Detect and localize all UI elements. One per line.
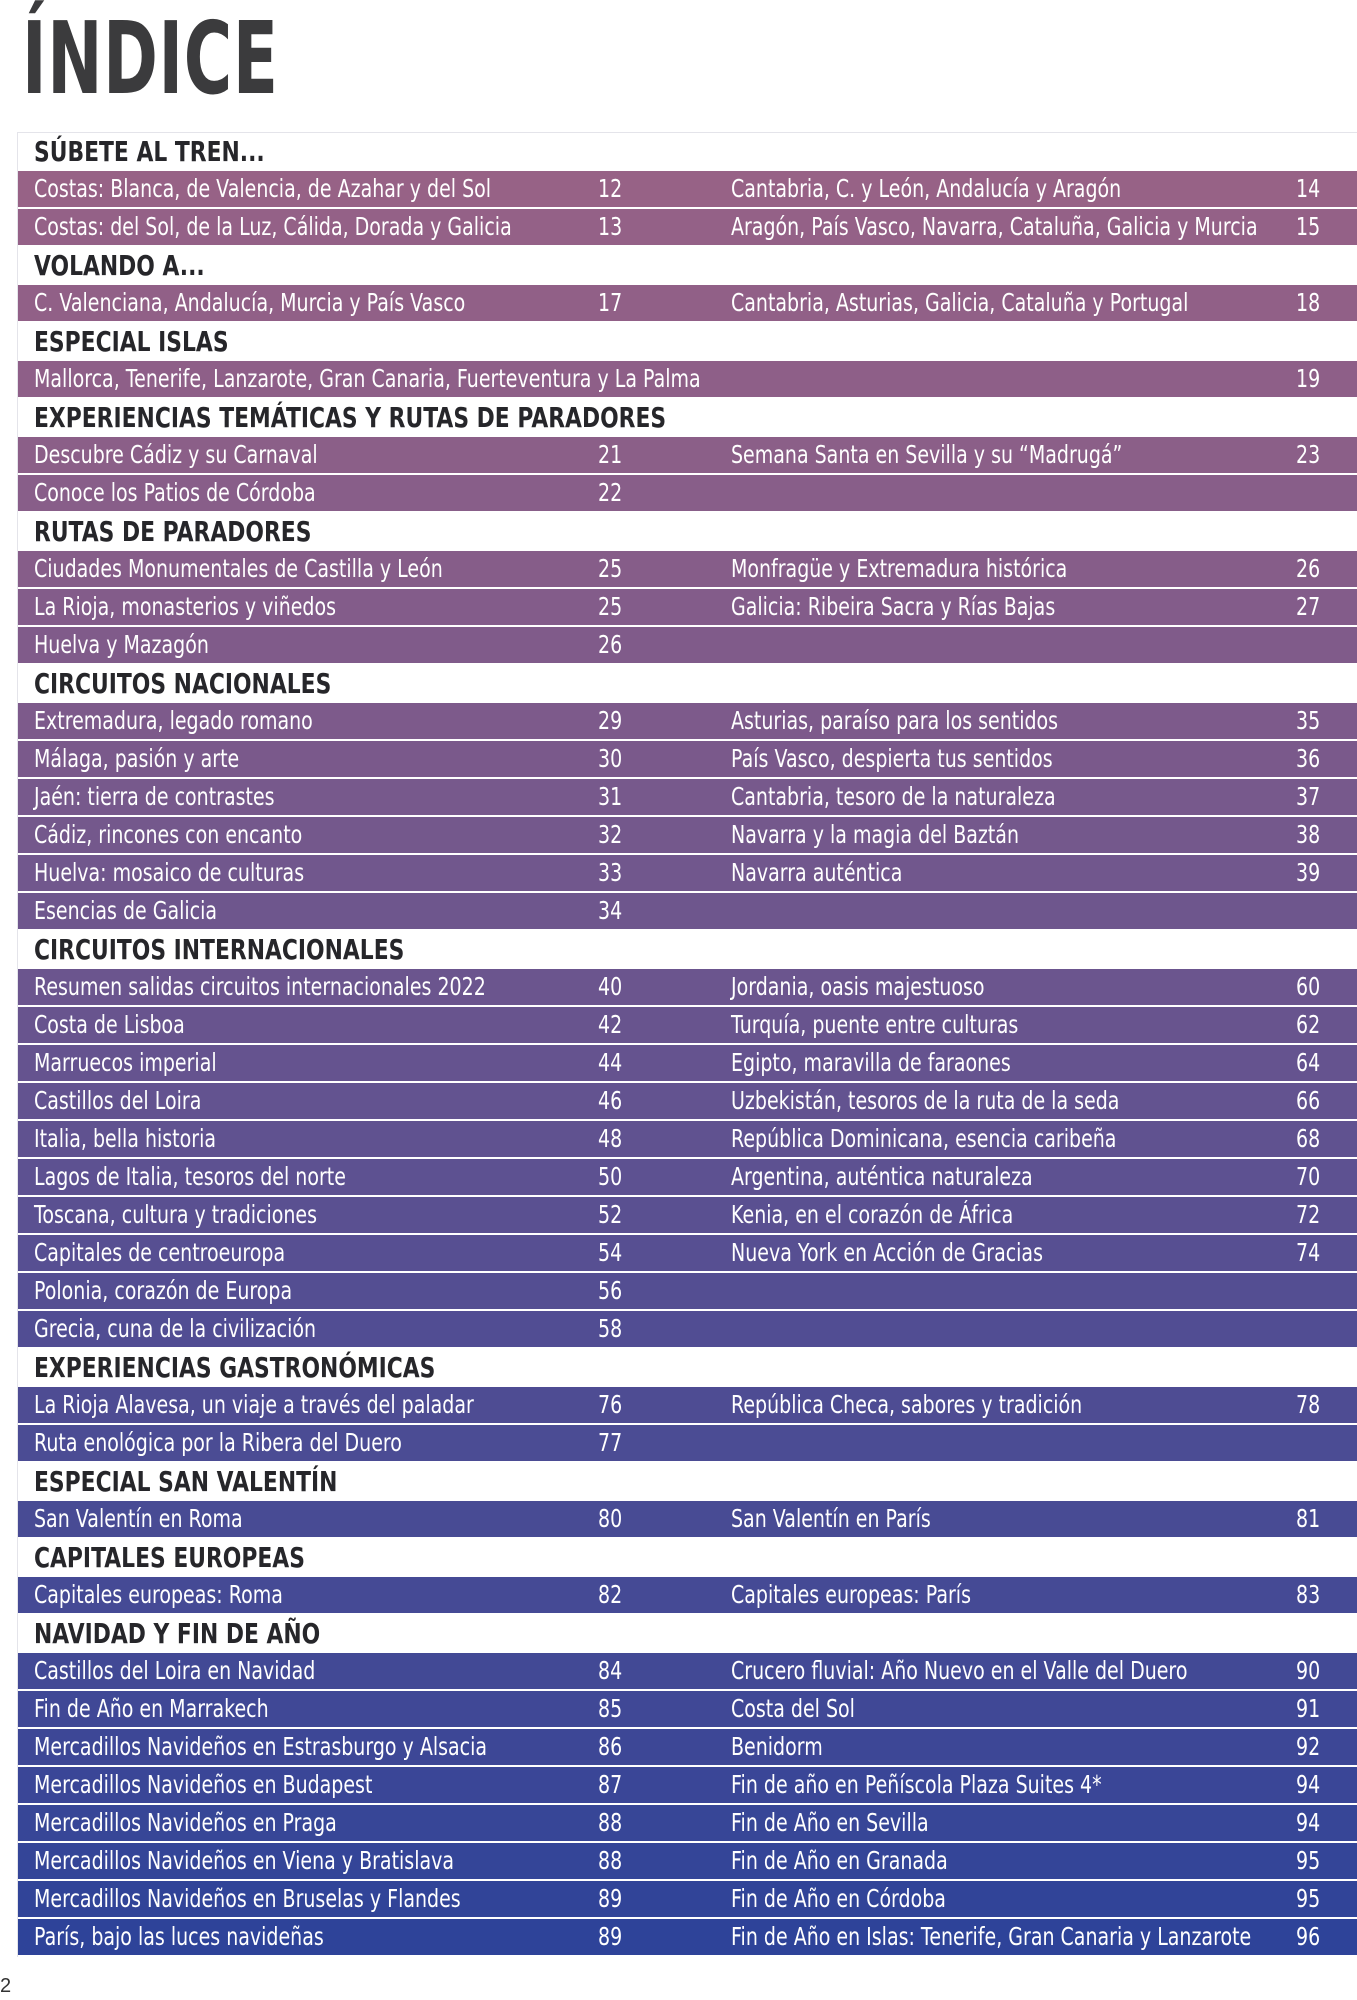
toc-entry-page: 37 — [1296, 782, 1321, 811]
toc-entry-title: Capitales de centroeuropa — [34, 1238, 286, 1267]
section-heading-text: CIRCUITOS INTERNACIONALES — [34, 933, 405, 966]
toc-entry-title: Cantabria, tesoro de la naturaleza — [731, 782, 1056, 811]
toc-entry-page: 95 — [1296, 1884, 1321, 1913]
toc-entry-page: 56 — [598, 1276, 623, 1305]
toc-entry-page: 94 — [1296, 1770, 1321, 1799]
toc-entry-title: Descubre Cádiz y su Carnaval — [34, 440, 318, 469]
toc-entry-page: 66 — [1296, 1086, 1321, 1115]
toc-entry-page: 34 — [598, 896, 623, 925]
toc-row — [18, 437, 1357, 475]
toc-entry-title: Resumen salidas circuitos internacionales 2022 — [34, 972, 486, 1001]
toc-entry-title: La Rioja, monasterios y viñedos — [34, 592, 337, 621]
toc-entry-page: 14 — [1296, 174, 1321, 203]
toc-row — [18, 1767, 1357, 1805]
toc-entry-title: Costa de Lisboa — [34, 1010, 185, 1039]
toc-entry-title: Mercadillos Navideños en Praga — [34, 1808, 337, 1837]
toc-row — [18, 1501, 1357, 1539]
toc-entry-page: 25 — [598, 554, 623, 583]
toc-row — [18, 779, 1357, 817]
page-number: 2 — [0, 1975, 12, 1997]
toc-entry-page: 60 — [1296, 972, 1321, 1001]
toc-entry-title: Fin de Año en Granada — [731, 1846, 948, 1875]
toc-entry-title: Costa del Sol — [731, 1694, 855, 1723]
section-heading — [18, 1539, 1357, 1577]
toc-entry-title: Fin de Año en Marrakech — [34, 1694, 269, 1723]
section-heading-text: CAPITALES EUROPEAS — [34, 1541, 305, 1574]
toc-entry-page: 85 — [598, 1694, 623, 1723]
toc-entry-title: La Rioja Alavesa, un viaje a través del paladar — [34, 1390, 474, 1419]
toc-row — [18, 741, 1357, 779]
toc-entry-title: Fin de Año en Islas: Tenerife, Gran Canaria y Lanzarote — [731, 1922, 1252, 1951]
toc-entry-page: 89 — [598, 1922, 623, 1951]
toc-entry-page: 13 — [598, 212, 623, 241]
toc-row — [18, 1387, 1357, 1425]
toc-entry-page: 18 — [1296, 288, 1321, 317]
toc-row — [18, 1919, 1357, 1957]
toc-row — [18, 1729, 1357, 1767]
toc-entry-title: Esencias de Galicia — [34, 896, 218, 925]
toc-row — [18, 1805, 1357, 1843]
section-heading-text: RUTAS DE PARADORES — [34, 515, 312, 548]
toc-row — [18, 1083, 1357, 1121]
toc-entry-title: Cantabria, Asturias, Galicia, Cataluña y Portugal — [731, 288, 1189, 317]
toc-entry-page: 94 — [1296, 1808, 1321, 1837]
toc-entry-page: 88 — [598, 1808, 623, 1837]
section-heading-text: ESPECIAL SAN VALENTÍN — [34, 1465, 338, 1498]
toc-entry-title: Grecia, cuna de la civilización — [34, 1314, 317, 1343]
toc-entry-page: 48 — [598, 1124, 623, 1153]
toc-entry-title: Jordania, oasis majestuoso — [731, 972, 985, 1001]
toc-row — [18, 589, 1357, 627]
toc-entry-title: República Dominicana, esencia caribeña — [731, 1124, 1117, 1153]
toc-row — [18, 1653, 1357, 1691]
section-heading-text: VOLANDO A... — [34, 249, 205, 282]
toc-entry-title: Monfragüe y Extremadura histórica — [731, 554, 1068, 583]
toc-entry-title: Mercadillos Navideños en Estrasburgo y Alsacia — [34, 1732, 488, 1761]
toc-entry-title: París, bajo las luces navideñas — [34, 1922, 324, 1951]
section-heading — [18, 133, 1357, 171]
toc-entry-page: 42 — [598, 1010, 623, 1039]
toc-row — [18, 1881, 1357, 1919]
toc-entry-page: 46 — [598, 1086, 623, 1115]
toc-entry-title: Cádiz, rincones con encanto — [34, 820, 303, 849]
section-heading — [18, 1615, 1357, 1653]
toc-entry-page: 52 — [598, 1200, 623, 1229]
toc-entry-page: 68 — [1296, 1124, 1321, 1153]
toc-entry-title: Nueva York en Acción de Gracias — [731, 1238, 1043, 1267]
toc-entry-page: 70 — [1296, 1162, 1321, 1191]
toc-entry-page: 54 — [598, 1238, 623, 1267]
toc-entry-title: Ruta enológica por la Ribera del Duero — [34, 1428, 402, 1457]
toc-entry-title: Jaén: tierra de contrastes — [34, 782, 275, 811]
toc-row — [18, 1121, 1357, 1159]
toc-entry-title: Mallorca, Tenerife, Lanzarote, Gran Canaria, Fuerteventura y La Palma — [34, 364, 701, 393]
toc-entry-page: 82 — [598, 1580, 623, 1609]
toc-entry-title: Extremadura, legado romano — [34, 706, 313, 735]
toc-entry-title: Mercadillos Navideños en Bruselas y Flandes — [34, 1884, 461, 1913]
section-heading-text: EXPERIENCIAS TEMÁTICAS Y RUTAS DE PARADORES — [34, 401, 667, 434]
toc-row — [18, 969, 1357, 1007]
toc-entry-title: República Checa, sabores y tradición — [731, 1390, 1083, 1419]
toc-entry-title: Costas: del Sol, de la Luz, Cálida, Dorada y Galicia — [34, 212, 512, 241]
toc-row — [18, 1311, 1357, 1349]
toc-entry-page: 88 — [598, 1846, 623, 1875]
toc-entry-page: 76 — [598, 1390, 623, 1419]
toc-entry-page: 30 — [598, 744, 623, 773]
toc-entry-title: Navarra y la magia del Baztán — [731, 820, 1019, 849]
toc-entry-page: 25 — [598, 592, 623, 621]
section-heading-text: NAVIDAD Y FIN DE AÑO — [34, 1617, 321, 1650]
toc-entry-title: Capitales europeas: Roma — [34, 1580, 283, 1609]
toc-entry-page: 12 — [598, 174, 623, 203]
toc-entry-page: 92 — [1296, 1732, 1321, 1761]
toc-entry-page: 23 — [1296, 440, 1321, 469]
toc-entry-page: 78 — [1296, 1390, 1321, 1419]
toc-row — [18, 361, 1357, 399]
toc-entry-page: 27 — [1296, 592, 1321, 621]
toc-row — [18, 1691, 1357, 1729]
toc-entry-page: 90 — [1296, 1656, 1321, 1685]
section-heading — [18, 399, 1357, 437]
toc-entry-title: Málaga, pasión y arte — [34, 744, 240, 773]
toc-entry-page: 91 — [1296, 1694, 1321, 1723]
toc-entry-page: 26 — [598, 630, 623, 659]
section-heading — [18, 665, 1357, 703]
toc-entry-title: Semana Santa en Sevilla y su “Madrugá” — [731, 440, 1123, 469]
toc-entry-page: 21 — [598, 440, 623, 469]
toc-entry-title: Navarra auténtica — [731, 858, 903, 887]
toc-entry-page: 74 — [1296, 1238, 1321, 1267]
section-heading — [18, 247, 1357, 285]
toc-row — [18, 1425, 1357, 1463]
section-heading-text: EXPERIENCIAS GASTRONÓMICAS — [34, 1351, 436, 1384]
toc-entry-page: 58 — [598, 1314, 623, 1343]
section-heading-text: CIRCUITOS NACIONALES — [34, 667, 332, 700]
toc-entry-page: 80 — [598, 1504, 623, 1533]
toc-entry-page: 17 — [598, 288, 623, 317]
toc-entry-title: Capitales europeas: París — [731, 1580, 971, 1609]
section-heading-text: SÚBETE AL TREN... — [34, 135, 265, 168]
toc-entry-page: 44 — [598, 1048, 623, 1077]
toc-entry-page: 22 — [598, 478, 623, 507]
toc-entry-page: 96 — [1296, 1922, 1321, 1951]
table-of-contents — [17, 132, 1357, 1957]
toc-entry-title: Kenia, en el corazón de África — [731, 1200, 1014, 1229]
toc-row — [18, 855, 1357, 893]
toc-entry-page: 89 — [598, 1884, 623, 1913]
toc-entry-page: 83 — [1296, 1580, 1321, 1609]
toc-entry-page: 64 — [1296, 1048, 1321, 1077]
toc-entry-title: Castillos del Loira en Navidad — [34, 1656, 316, 1685]
toc-row — [18, 893, 1357, 931]
toc-entry-title: Castillos del Loira — [34, 1086, 202, 1115]
toc-entry-page: 87 — [598, 1770, 623, 1799]
toc-row — [18, 1843, 1357, 1881]
toc-entry-title: Fin de Año en Córdoba — [731, 1884, 946, 1913]
toc-entry-page: 72 — [1296, 1200, 1321, 1229]
toc-row — [18, 1197, 1357, 1235]
toc-entry-title: Asturias, paraíso para los sentidos — [731, 706, 1059, 735]
toc-entry-page: 84 — [598, 1656, 623, 1685]
toc-row — [18, 209, 1357, 247]
toc-row — [18, 1273, 1357, 1311]
toc-entry-title: País Vasco, despierta tus sentidos — [731, 744, 1053, 773]
toc-entry-page: 38 — [1296, 820, 1321, 849]
toc-row — [18, 551, 1357, 589]
toc-entry-page: 40 — [598, 972, 623, 1001]
toc-row — [18, 1577, 1357, 1615]
toc-entry-page: 15 — [1296, 212, 1321, 241]
toc-entry-title: Mercadillos Navideños en Budapest — [34, 1770, 373, 1799]
toc-entry-title: Costas: Blanca, de Valencia, de Azahar y del Sol — [34, 174, 492, 203]
toc-row — [18, 627, 1357, 665]
toc-entry-page: 50 — [598, 1162, 623, 1191]
toc-entry-page: 81 — [1296, 1504, 1321, 1533]
toc-row — [18, 817, 1357, 855]
toc-entry-title: Crucero fluvial: Año Nuevo en el Valle del Duero — [731, 1656, 1188, 1685]
toc-entry-title: Galicia: Ribeira Sacra y Rías Bajas — [731, 592, 1056, 621]
section-heading-text: ESPECIAL ISLAS — [34, 325, 229, 358]
toc-entry-title: Huelva: mosaico de culturas — [34, 858, 305, 887]
toc-entry-page: 62 — [1296, 1010, 1321, 1039]
toc-entry-title: Marruecos imperial — [34, 1048, 217, 1077]
toc-row — [18, 703, 1357, 741]
toc-entry-title: C. Valenciana, Andalucía, Murcia y País Vasco — [34, 288, 466, 317]
toc-row — [18, 1045, 1357, 1083]
toc-entry-title: Egipto, maravilla de faraones — [731, 1048, 1011, 1077]
toc-entry-title: San Valentín en París — [731, 1504, 931, 1533]
toc-row — [18, 285, 1357, 323]
toc-entry-title: Turquía, puente entre culturas — [731, 1010, 1019, 1039]
toc-entry-title: Polonia, corazón de Europa — [34, 1276, 293, 1305]
toc-entry-page: 39 — [1296, 858, 1321, 887]
toc-entry-title: Aragón, País Vasco, Navarra, Cataluña, Galicia y Murcia — [731, 212, 1258, 241]
toc-entry-title: Lagos de Italia, tesoros del norte — [34, 1162, 346, 1191]
toc-entry-title: San Valentín en Roma — [34, 1504, 243, 1533]
toc-entry-page: 19 — [1296, 364, 1321, 393]
toc-entry-page: 35 — [1296, 706, 1321, 735]
toc-row — [18, 1007, 1357, 1045]
toc-entry-title: Mercadillos Navideños en Viena y Bratislava — [34, 1846, 455, 1875]
toc-entry-title: Huelva y Mazagón — [34, 630, 209, 659]
section-heading — [18, 323, 1357, 361]
toc-entry-title: Benidorm — [731, 1732, 823, 1761]
toc-row — [18, 1159, 1357, 1197]
toc-entry-page: 31 — [598, 782, 623, 811]
toc-entry-page: 95 — [1296, 1846, 1321, 1875]
toc-entry-title: Uzbekistán, tesoros de la ruta de la seda — [731, 1086, 1120, 1115]
toc-row — [18, 475, 1357, 513]
toc-entry-page: 26 — [1296, 554, 1321, 583]
toc-entry-page: 33 — [598, 858, 623, 887]
toc-row — [18, 171, 1357, 209]
toc-row — [18, 1235, 1357, 1273]
toc-entry-page: 29 — [598, 706, 623, 735]
toc-entry-title: Cantabria, C. y León, Andalucía y Aragón — [731, 174, 1122, 203]
section-heading — [18, 513, 1357, 551]
toc-entry-page: 36 — [1296, 744, 1321, 773]
toc-entry-title: Toscana, cultura y tradiciones — [34, 1200, 318, 1229]
toc-entry-title: Argentina, auténtica naturaleza — [731, 1162, 1033, 1191]
toc-entry-title: Conoce los Patios de Córdoba — [34, 478, 316, 507]
toc-entry-title: Fin de Año en Sevilla — [731, 1808, 929, 1837]
section-heading — [18, 931, 1357, 969]
toc-entry-page: 77 — [598, 1428, 623, 1457]
toc-entry-page: 86 — [598, 1732, 623, 1761]
section-heading — [18, 1463, 1357, 1501]
toc-entry-title: Ciudades Monumentales de Castilla y León — [34, 554, 443, 583]
toc-entry-title: Italia, bella historia — [34, 1124, 216, 1153]
page-title: ÍNDICE — [22, 0, 279, 117]
toc-entry-page: 32 — [598, 820, 623, 849]
toc-entry-title: Fin de año en Peñíscola Plaza Suites 4* — [731, 1770, 1102, 1799]
section-heading — [18, 1349, 1357, 1387]
